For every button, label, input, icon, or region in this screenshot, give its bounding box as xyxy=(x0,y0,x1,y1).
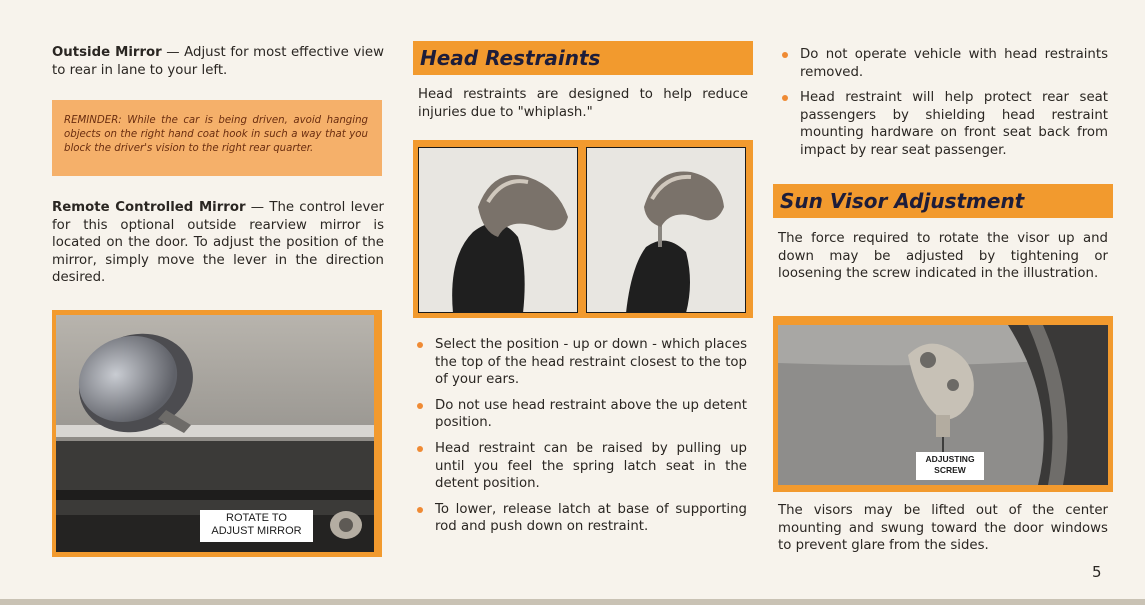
reminder-box xyxy=(52,100,382,176)
bullet-dot xyxy=(782,52,788,58)
sun-visor-photo xyxy=(773,316,1113,492)
bullet-item: Do not use head restraint above the up detent position. xyxy=(413,397,747,432)
bullet-item: Do not operate vehicle with head restraints removed. xyxy=(778,46,1108,81)
bullet-dot xyxy=(417,403,423,409)
head-restraint-photos xyxy=(413,140,753,318)
bullet-item: Head restraint can be raised by pulling up until you feel the spring latch seat in the detent position. xyxy=(413,440,747,493)
page-number: 5 xyxy=(1092,563,1102,581)
adjusting-screw-label: ADJUSTING SCREW xyxy=(916,452,984,480)
remote-mirror-title: Remote Controlled Mirror xyxy=(52,200,246,215)
reminder-text: REMINDER: While the car is being driven, avoid hanging objects on the right hand coat hook in such a way that you block the driver's vision to the right rear quarter. xyxy=(64,115,368,154)
remote-mirror-text: — The control lever for this optional outside rearview mirror is located on the door. To adjust the position of the mirror, simply move the lever in the direction desired. xyxy=(52,200,384,286)
head-restraints-heading: Head Restraints xyxy=(413,41,753,75)
sun-visor-heading: Sun Visor Adjustment xyxy=(773,184,1113,218)
bullet-item: Head restraint will help protect rear seat passengers by shielding head restraint mounting hardware on front seat back from impact by rear seat passenger. xyxy=(778,89,1108,159)
rotate-mirror-label: ROTATE TO ADJUST MIRROR xyxy=(200,510,313,542)
bullet-item: To lower, release latch at base of supporting rod and push down on restraint. xyxy=(413,501,747,536)
sun-visor-outro: The visors may be lifted out of the center mounting and swung toward the door windows to prevent glare from the sides. xyxy=(778,503,1108,554)
remote-mirror-paragraph xyxy=(52,199,384,287)
outside-mirror-text: — Adjust for most effective view to rear in lane to your left. xyxy=(52,45,384,78)
bullet-item: Select the position - up or down - which places the top of the head restraint closest to the top of your ears. xyxy=(413,336,747,389)
head-restraint-warnings xyxy=(778,46,1108,160)
bullet-dot xyxy=(782,95,788,101)
bullet-dot xyxy=(417,342,423,348)
bullet-dot xyxy=(417,507,423,513)
sun-visor-intro: The force required to rotate the visor up and down may be adjusted by tightening or loosening the screw indicated in the illustration. xyxy=(778,231,1108,282)
head-restraint-illustration-high xyxy=(586,147,746,313)
outside-mirror-paragraph xyxy=(52,44,384,79)
page-bottom-edge xyxy=(0,599,1145,605)
head-restraint-bullets xyxy=(413,336,747,536)
head-restraint-illustration-low xyxy=(418,147,578,313)
bullet-dot xyxy=(417,446,423,452)
mirror-photo xyxy=(52,310,382,557)
outside-mirror-title: Outside Mirror xyxy=(52,45,162,60)
head-restraints-intro: Head restraints are designed to help reduce injuries due to "whiplash." xyxy=(418,87,748,120)
